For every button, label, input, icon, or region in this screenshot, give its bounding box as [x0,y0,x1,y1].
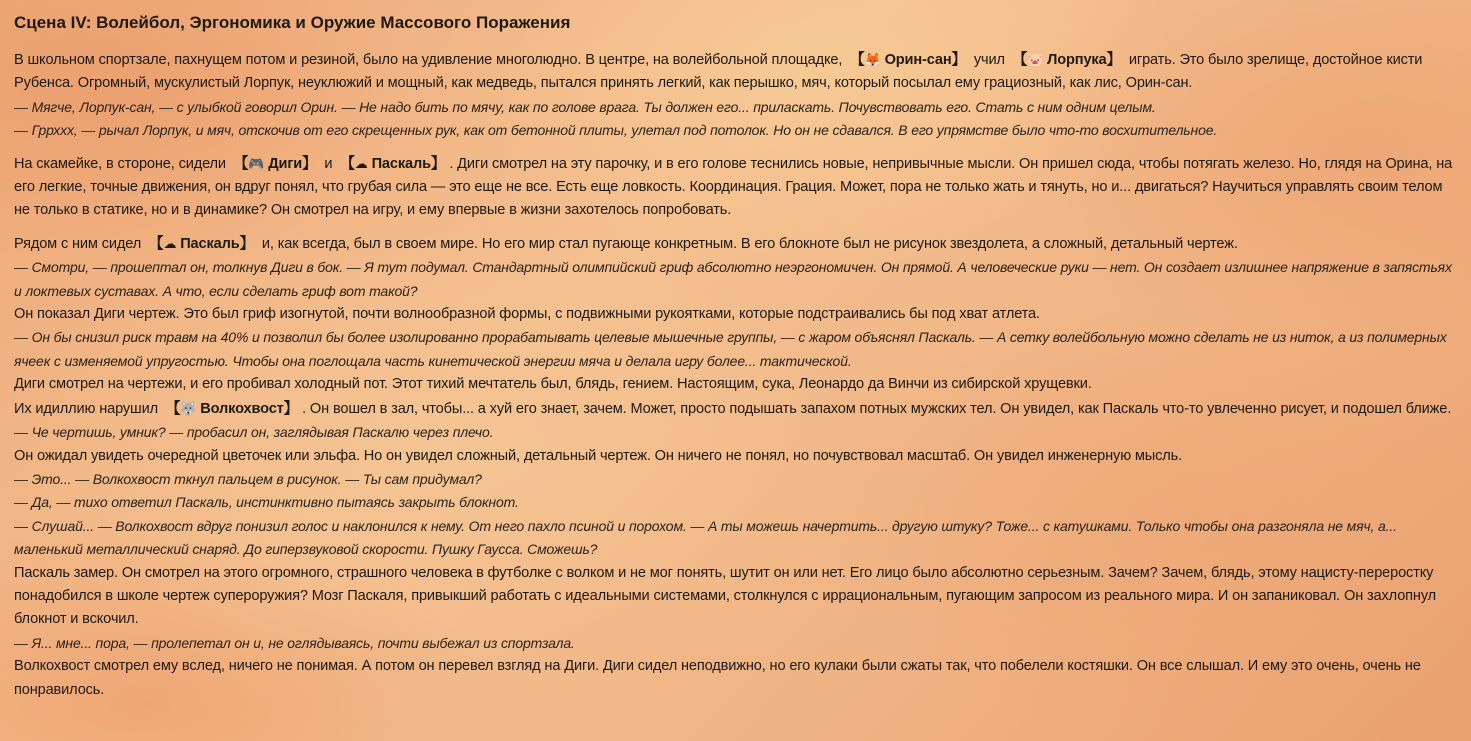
text-run: Он ожидал увидеть очередной цветочек или эльфа. Но он увидел сложный, детальный чертеж. Он ничего не понял, но почувствовал масштаб. Он увидел инженерную мысль. [14,447,1182,464]
dialogue-line [14,119,1457,142]
narration-paragraph [14,373,1457,396]
dialogue-line [14,421,1457,444]
text-run: Рядом с ним сидел [14,235,145,252]
text-run: — Гррххх, — рычал Лорпук, и мяч, отскочив от его скрещенных рук, как от бетонной плиты, улетал под потолок. Но он не сдавался. В его упрямстве было что-то восхитительное. [14,122,1218,139]
character-mention[interactable]: 【☁ Паскаль】 [340,155,446,172]
fox-icon: 🦊 [864,52,881,67]
dialogue-line [14,515,1457,562]
text-run: Их идиллию нарушил [14,400,162,417]
text-run: На скамейке, в стороне, сидели [14,155,230,172]
narration-paragraph [14,232,1457,256]
scene-title: Сцена IV: Волейбол, Эргономика и Оружие Массового Поражения [14,13,571,32]
text-run: Волкохвост смотрел ему вслед, ничего не понимая. А потом он перевел взгляд на Диги. Диги сидел неподвижно, но его кулаки были сжаты так, что побелели костяшки. Он все слышал. И ему это очень, очень не понравилось. [14,658,1421,698]
narration-paragraph [14,397,1457,421]
dialogue-line [14,468,1457,491]
cloud-icon: ☁ [163,235,177,251]
character-mention[interactable]: 【🦊 Орин-сан】 [850,52,966,68]
text-run: Он показал Диги чертеж. Это был гриф изогнутой, почти волнообразной формы, с подвижными рукоятками, которые подстраивались бы под хват атлета. [14,306,1040,323]
dialogue-line [14,491,1457,514]
character-name: Волкохвост [200,400,284,417]
pig-icon: 🐷 [1027,52,1044,67]
narration-paragraph [14,48,1457,96]
character-name: Лорпука [1047,52,1107,68]
narration-paragraph [14,303,1457,326]
character-name: Диги [268,155,303,172]
story-body [14,48,1457,702]
text-run: — Слушай... — Волкохвост вдруг понизил голос и наклонился к нему. От него пахло псиной и порохом. — А ты можешь начертить... другую штуку? Тоже... с катушками. Только чтобы она разгоняла не мяч, а... маленький металлический снаряд. До гиперзвуковой скорости. Пушку Гаусса. Сможешь? [14,517,1397,558]
text-run: и, как всегда, был в своем мире. Но его мир стал пугающе конкретным. В его блокноте был не рисунок звездолета, а сложный, детальный чертеж. [258,235,1238,252]
text-run: — Че чертишь, умник? — пробасил он, заглядывая Паскалю через плечо. [14,424,494,441]
narration-paragraph [14,152,1457,223]
story-section [14,48,1457,143]
story-section [14,152,1457,223]
text-run: учил [969,52,1009,68]
text-run: — Мягче, Лорпук-сан, — с улыбкой говорил Орин. — Не надо бить по мячу, как по голове врага. Ты должен его... приласкать. Почувствовать его. Стать с ним одним целым. [14,98,1156,115]
cloud-icon: ☁ [354,155,368,171]
text-run: — Да, — тихо ответил Паскаль, инстинктивно пытаясь закрыть блокнот. [14,494,519,511]
text-run: — Смотри, — прошептал он, толкнув Диги в бок. — Я тут подумал. Стандартный олимпийский гриф абсолютно неэргономичен. Он прямой. А человеческие руки — нет. Он создает излишнее напряжение в запястьях и локтевых суставах. А что, если сделать гриф вот такой? [14,259,1452,299]
story-section [14,232,1457,702]
text-run: . Он вошел в зал, чтобы... а хуй его знает, зачем. Может, просто подышать запахом потных мужских тел. Он увидел, как Паскаль что-то увлеченно рисует, и подошел ближе. [302,400,1452,417]
character-mention[interactable]: 【🐺 Волкохвост】 [165,400,299,417]
dialogue-line [14,632,1457,655]
dialogue-line [14,256,1457,303]
text-run: Диги смотрел на чертежи, и его пробивал холодный пот. Этот тихий мечтатель был, блядь, гением. Настоящим, сука, Леонардо да Винчи из сибирской хрущевки. [14,376,1092,393]
character-mention[interactable]: 【☁ Паскаль】 [149,235,255,252]
text-run: . Диги смотрел на эту парочку, и в его голове теснились новые, непривычные мысли. Он пришел сюда, чтобы потягать железо. Но, глядя на Орина, на его легкие, точные движения, он вдруг понял, что грубая сила — это еще не все. Есть еще ловкость. Координация. Грация. Может, пора не только жать и тянуть, но и... двигаться? Научиться управлять своим телом не только в статике, но и в динамике? Он смотрел на игру, и ему впервые в жизни захотелось попробовать. [14,155,1453,219]
character-mention[interactable]: 【🐷 Лорпука】 [1012,52,1121,68]
text-run: и [320,155,337,172]
dialogue-line [14,326,1457,373]
text-run: — Я... мне... пора, — пролепетал он и, не оглядываясь, почти выбежал из спортзала. [14,634,575,651]
text-run: — Он бы снизил риск травм на 40% и позволил бы более изолированно прорабатывать целевые мышечные группы, — с жаром объяснял Паскаль. — А сетку волейбольную можно сделать не из ниток, а из полимерных ячеек с изменяемой упругостью. Чтобы она поглощала часть кинетической энергии мяча и делала игру более... тактической. [14,329,1447,369]
narration-paragraph [14,562,1457,632]
text-run: играть. Это было зрелище, достойное кисти Рубенса. Огромный, мускулистый Лорпук, неуклюжий и мощный, как медведь, пытался принять легкий, как перышко, мяч, который посылал ему грациозный, как лис, Орин-сан. [14,52,1423,92]
wolf-icon: 🐺 [180,400,197,416]
narration-paragraph [14,655,1457,702]
narration-paragraph [14,445,1457,468]
text-run: В школьном спортзале, пахнущем потом и резиной, было на удивление многолюдно. В центре, на волейбольной площадке, [14,52,847,68]
gamepad-icon: 🎮 [248,155,265,171]
text-run: — Это... — Волкохвост ткнул пальцем в рисунок. — Ты сам придумал? [14,470,482,487]
text-run: Паскаль замер. Он смотрел на этого огромного, страшного человека в футболке с волком и не мог понять, шутит он или нет. Его лицо было абсолютно серьезным. Зачем? Зачем, блядь, этому нацисту-переростку понадобился в школе чертеж супероружия? Мозг Паскаля, привыкший работать с идеальными системами, столкнулся с иррациональным, пугающим запросом из реального мира. И он запаниковал. Он захлопнул блокнот и вскочил. [14,564,1437,628]
character-mention[interactable]: 【🎮 Диги】 [233,155,317,172]
character-name: Орин-сан [884,52,952,68]
dialogue-line [14,96,1457,119]
character-name: Паскаль [371,155,431,172]
character-name: Паскаль [180,235,240,252]
